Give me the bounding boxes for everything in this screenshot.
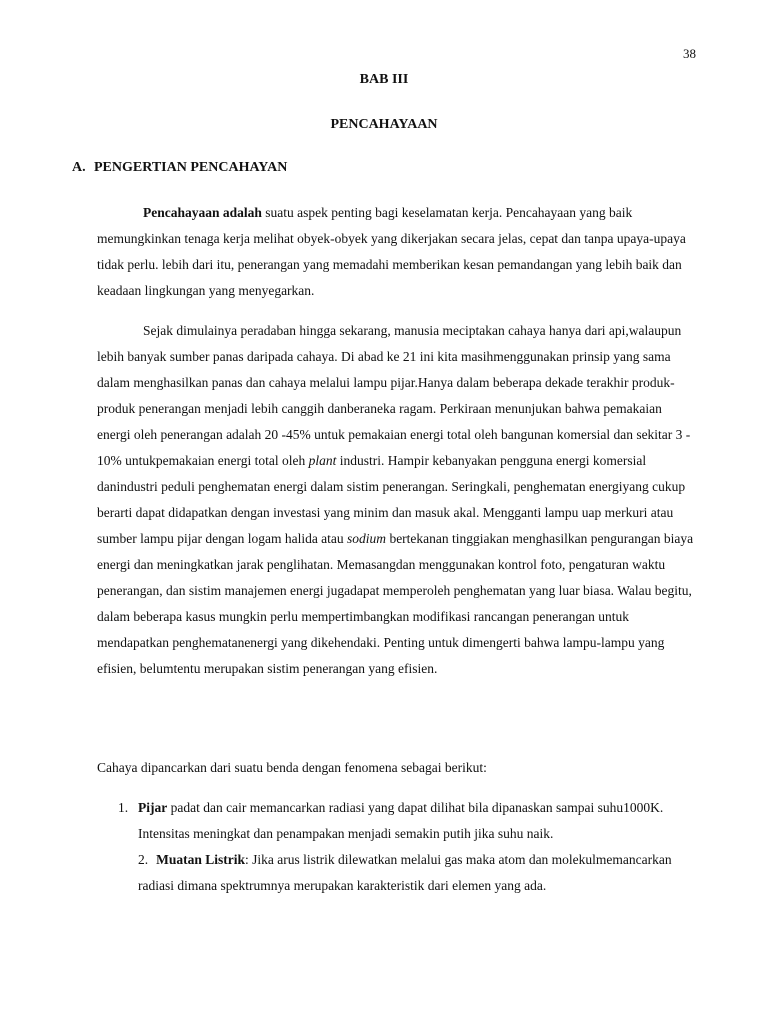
list-term: Pijar <box>138 800 168 815</box>
paragraph-text: industri. Hampir kebanyakan pengguna energi komersial danindustri peduli penghematan energi dalam sistim penerangan. Seringkali, penghematan energiyang cukup berarti dapat didapatkan dengan investasi yang minim dan masuk akal. Mengganti lampu uap merkuri atau sumber lampu pijar dengan logam halida atau <box>97 453 686 546</box>
list-number: 1. <box>118 800 129 815</box>
list-text: : Jika arus listrik dilewatkan melalui gas maka atom dan molekulmemancarkan radiasi dimana spektrumnya merupakan karakteristik dari elemen yang ada. <box>138 852 672 893</box>
paragraph-definition <box>97 200 694 304</box>
list-number: 2. <box>138 852 149 867</box>
bold-lead-term: Pencahayaan adalah <box>143 205 262 220</box>
paragraph-intro-list: Cahaya dipancarkan dari suatu benda dengan fenomena sebagai berikut: <box>97 760 487 775</box>
paragraph-text: suatu aspek penting bagi keselamatan kerja. Pencahayaan yang baik memungkinkan tenaga kerja melihat obyek-obyek yang dikerjakan secara jelas, cepat dan tanpa upaya-upaya tidak perlu. lebih dari itu, penerangan yang memadahi memberikan kesan pemandangan yang lebih baik dan keadaan lingkungan yang menyegarkan. <box>97 205 686 298</box>
section-letter: A. <box>72 160 86 175</box>
phenomena-list <box>118 795 694 899</box>
section-title: PENGERTIAN PENCAHAYAN <box>94 160 288 175</box>
italic-term: sodium <box>347 531 387 546</box>
list-term: Muatan Listrik <box>156 852 246 867</box>
chapter-title: PENCAHAYAAN <box>330 117 438 132</box>
paragraph-text: Sejak dimulainya peradaban hingga sekarang, manusia meciptakan cahaya hanya dari api,walaupun lebih banyak sumber panas daripada cahaya. Di abad ke 21 ini kita masihmenggunakan prinsip yang sama dalam menghasilkan panas dan cahaya melalui lampu pijar.Hanya dalam beberapa dekade terakhir produk-produk penerangan menjadi lebih canggih danberaneka ragam. Perkiraan menunjukan bahwa pemakaian energi oleh penerangan adalah 20 -45% untuk pemakaian energi total oleh bangunan komersial dan sekitar 3 - 10% untukpemakaian energi total oleh <box>97 323 691 468</box>
italic-term: plant <box>308 453 337 468</box>
page-number: 38 <box>683 46 696 61</box>
section-heading <box>72 160 287 176</box>
paragraph-history <box>97 318 694 682</box>
list-item <box>118 847 694 899</box>
list-item <box>118 795 694 847</box>
list-text: padat dan cair memancarkan radiasi yang dapat dilihat bila dipanaskan sampai suhu1000K. Intensitas meningkat dan penampakan menjadi semakin putih jika suhu naik. <box>138 800 664 841</box>
paragraph-text: bertekanan tinggiakan menghasilkan pengurangan biaya energi dan meningkatkan jarak penglihatan. Memasangdan menggunakan kontrol foto, pengaturan waktu penerangan, dan sistim manajemen energi jugadapat memperoleh penghematan yang luar biasa. Walau begitu, dalam beberapa kasus mungkin perlu mempertimbangkan modifikasi rancangan penerangan untuk mendapatkan penghematanenergi yang dikehendaki. Penting untuk dimengerti bahwa lampu-lampu yang efisien, belumtentu merupakan sistim penerangan yang efisien. <box>97 531 694 676</box>
chapter-heading: BAB III <box>359 72 409 87</box>
